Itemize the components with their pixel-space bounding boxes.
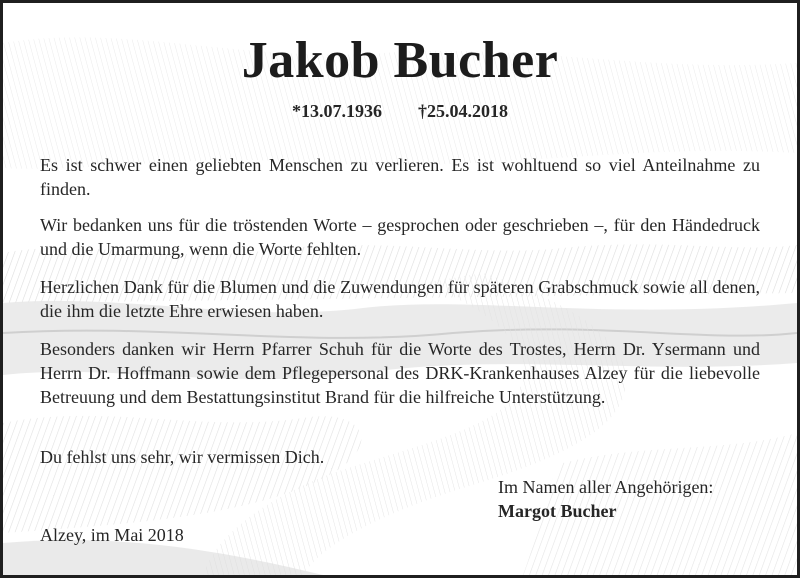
closing-label: Im Namen aller Angehörigen: [498, 477, 714, 497]
deceased-name: Jakob Bucher [241, 32, 559, 89]
paragraph-thanks-flowers: Herzlichen Dank für die Blumen und die Zuwendungen für späteren Grabschmuck sowie all denen, die ihm die letzte Ehre erwiesen haben. [40, 277, 760, 321]
death-date: †25.04.2018 [418, 101, 508, 121]
paragraph-special-thanks: Besonders danken wir Herrn Pfarrer Schuh für die Worte des Trostes, Herrn Dr. Ysermann und Herrn Dr. Hoffmann sowie dem Pflegepersonal des DRK-Krankenhauses Alzey für die liebevolle Betreuung und dem Bestattungsinstitut Brand für die hilfreiche Unterstützung. [40, 339, 760, 407]
paragraph-thanks-words: Wir bedanken uns für die tröstenden Worte – gesprochen oder geschrieben –, für den Händedruck und die Umarmung, wenn die Worte fehlten. [40, 215, 760, 259]
paragraph-farewell: Du fehlst uns sehr, wir vermissen Dich. [40, 447, 325, 467]
place-and-date: Alzey, im Mai 2018 [40, 525, 184, 545]
life-dates [3, 101, 797, 122]
notice-content [3, 3, 797, 575]
signature-block [498, 475, 713, 523]
signer-name: Margot Bucher [498, 501, 617, 521]
birth-date: *13.07.1936 [292, 101, 382, 121]
paragraph-condolence: Es ist schwer einen geliebten Menschen zu verlieren. Es ist wohltuend so viel Anteilnahme zu finden. [40, 155, 760, 199]
